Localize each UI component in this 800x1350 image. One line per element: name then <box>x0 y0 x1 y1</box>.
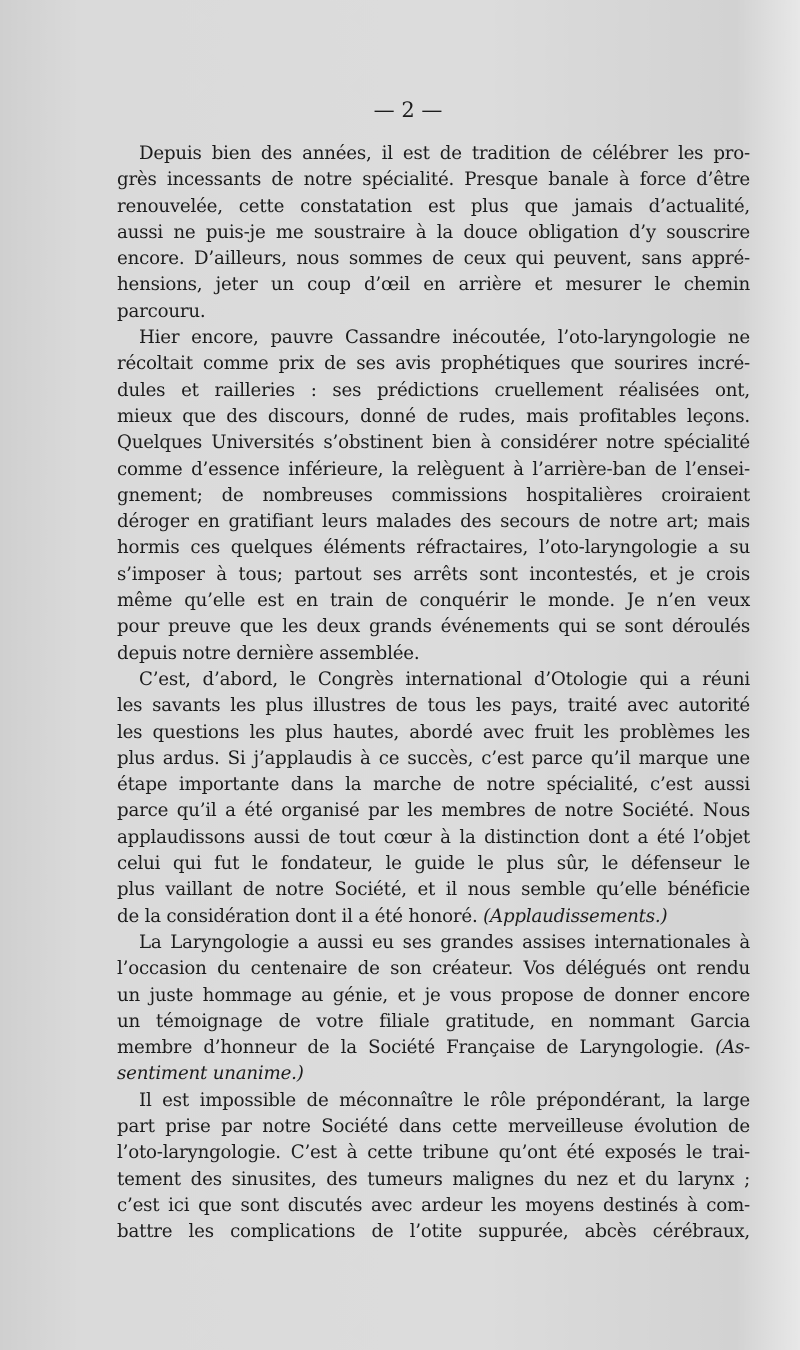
line-text: mieux que des discours, donné de rudes, mais profitables leçons. <box>117 405 750 427</box>
text-line <box>117 983 750 1009</box>
text-line <box>117 220 750 246</box>
line-text: celui qui fut le fondateur, le guide le plus sûr, le défenseur le <box>117 853 750 875</box>
line-text: Il est impossible de méconnaître le rôle prépondérant, la large <box>139 1089 750 1111</box>
text-line <box>117 194 750 220</box>
line-text: encore. D’ailleurs, nous sommes de ceux qui peuvent, sans appré- <box>117 248 750 270</box>
line-text: les questions les plus hautes, abordé avec fruit les problèmes les <box>117 721 750 743</box>
text-line <box>117 483 750 509</box>
line-text: c’est ici que sont discutés avec ardeur les moyens destinés à com- <box>117 1194 750 1216</box>
line-text: tement des sinusites, des tumeurs malignes du nez et du larynx ; <box>117 1168 750 1190</box>
text-line <box>117 693 750 719</box>
text-line <box>117 614 750 640</box>
text-line <box>117 877 750 903</box>
text-line <box>117 772 750 798</box>
text-line <box>117 1219 750 1245</box>
text-line <box>117 1009 750 1035</box>
line-text: hormis ces quelques éléments réfractaires, l’oto-laryngologie a su <box>117 537 750 559</box>
line-text: s’imposer à tous; partout ses arrêts sont incontestés, et je crois <box>117 563 750 585</box>
page-number: — 2 — <box>373 98 443 122</box>
line-text: gnement; de nombreuses commissions hospitalières croiraient <box>117 484 750 506</box>
line-text: de la considération dont il a été honoré. <box>117 905 484 927</box>
line-text: applaudissons aussi de tout cœur à la distinction dont a été l’objet <box>117 826 750 848</box>
body-text <box>117 141 750 1245</box>
text-line <box>117 798 750 824</box>
line-text: C’est, d’abord, le Congrès international d’Otologie qui a réuni <box>139 668 750 690</box>
line-text: grès incessants de notre spécialité. Presque banale à force d’être <box>117 169 750 191</box>
text-line <box>117 1035 750 1061</box>
line-text: comme d’essence inférieure, la relèguent à l’arrière-ban de l’ensei- <box>117 458 750 480</box>
line-text: battre les complications de l’otite suppurée, abcès cérébraux, <box>117 1221 750 1243</box>
text-line <box>117 457 750 483</box>
line-text: pour preuve que les deux grands événements qui se sont déroulés <box>117 616 750 638</box>
text-line <box>117 246 750 272</box>
line-text: dules et railleries : ses prédictions cruellement réalisées ont, <box>117 379 750 401</box>
italic-annotation: sentiment unanime.) <box>117 1063 304 1085</box>
italic-annotation: (Applaudissements.) <box>483 905 668 927</box>
text-line <box>117 167 750 193</box>
line-text: renouvelée, cette constatation est plus que jamais d’actualité, <box>117 195 750 217</box>
text-line <box>117 1140 750 1166</box>
line-text: plus vaillant de notre Société, et il nous semble qu’elle bénéficie <box>117 879 750 901</box>
text-line <box>117 956 750 982</box>
text-line <box>117 1114 750 1140</box>
text-line <box>117 1088 750 1114</box>
line-text: l’oto-laryngologie. C’est à cette tribune qu’ont été exposés le trai- <box>117 1142 750 1164</box>
text-line <box>117 325 750 351</box>
line-text: un juste hommage au génie, et je vous propose de donner encore <box>117 984 750 1006</box>
line-text: les savants les plus illustres de tous les pays, traité avec autorité <box>117 695 750 717</box>
line-text: part prise par notre Société dans cette merveilleuse évolution de <box>117 1115 750 1137</box>
text-line <box>117 535 750 561</box>
line-text: même qu’elle est en train de conquérir le monde. Je n’en veux <box>117 590 750 612</box>
line-text: Hier encore, pauvre Cassandre inécoutée, l’oto-laryngologie ne <box>139 327 750 349</box>
line-text: étape importante dans la marche de notre spécialité, c’est aussi <box>117 774 750 796</box>
text-line <box>117 351 750 377</box>
line-text: depuis notre dernière assemblée. <box>117 642 420 664</box>
line-text: La Laryngologie a aussi eu ses grandes assises internationales à <box>139 931 750 953</box>
text-line <box>117 272 750 298</box>
text-line <box>117 1193 750 1219</box>
text-line <box>117 641 750 667</box>
text-line <box>117 720 750 746</box>
text-line <box>117 562 750 588</box>
line-text: parcouru. <box>117 300 206 322</box>
text-line <box>117 378 750 404</box>
line-text: déroger en gratifiant leurs malades des secours de notre art; mais <box>117 511 750 533</box>
line-text: membre d’honneur de la Société Française de Laryngologie. <box>117 1037 716 1059</box>
text-line <box>117 1167 750 1193</box>
line-text: l’occasion du centenaire de son créateur. Vos délégués ont rendu <box>117 958 750 980</box>
line-text: plus ardus. Si j’applaudis à ce succès, c’est parce qu’il marque une <box>117 747 750 769</box>
text-line <box>117 851 750 877</box>
text-line <box>117 930 750 956</box>
line-text: parce qu’il a été organisé par les membres de notre Société. Nous <box>117 800 750 822</box>
text-line <box>117 141 750 167</box>
line-text: récoltait comme prix de ses avis prophétiques que sourires incré- <box>117 353 750 375</box>
line-text: hensions, jeter un coup d’œil en arrière et mesurer le chemin <box>117 274 750 296</box>
line-text: Quelques Universités s’obstinent bien à considérer notre spécialité <box>117 432 750 454</box>
text-line <box>117 1061 750 1087</box>
line-text: Depuis bien des années, il est de tradition de célébrer les pro- <box>139 143 750 164</box>
italic-annotation: (As- <box>715 1037 750 1059</box>
text-line <box>117 430 750 456</box>
text-line <box>117 404 750 430</box>
text-line <box>117 588 750 614</box>
line-text: aussi ne puis-je me soustraire à la douce obligation d’y souscrire <box>117 221 750 243</box>
text-line <box>117 825 750 851</box>
text-line <box>117 509 750 535</box>
text-line <box>117 667 750 693</box>
text-line <box>117 904 750 930</box>
text-line <box>117 746 750 772</box>
line-text: un témoignage de votre filiale gratitude, en nommant Garcia <box>117 1010 750 1032</box>
text-line <box>117 299 750 325</box>
